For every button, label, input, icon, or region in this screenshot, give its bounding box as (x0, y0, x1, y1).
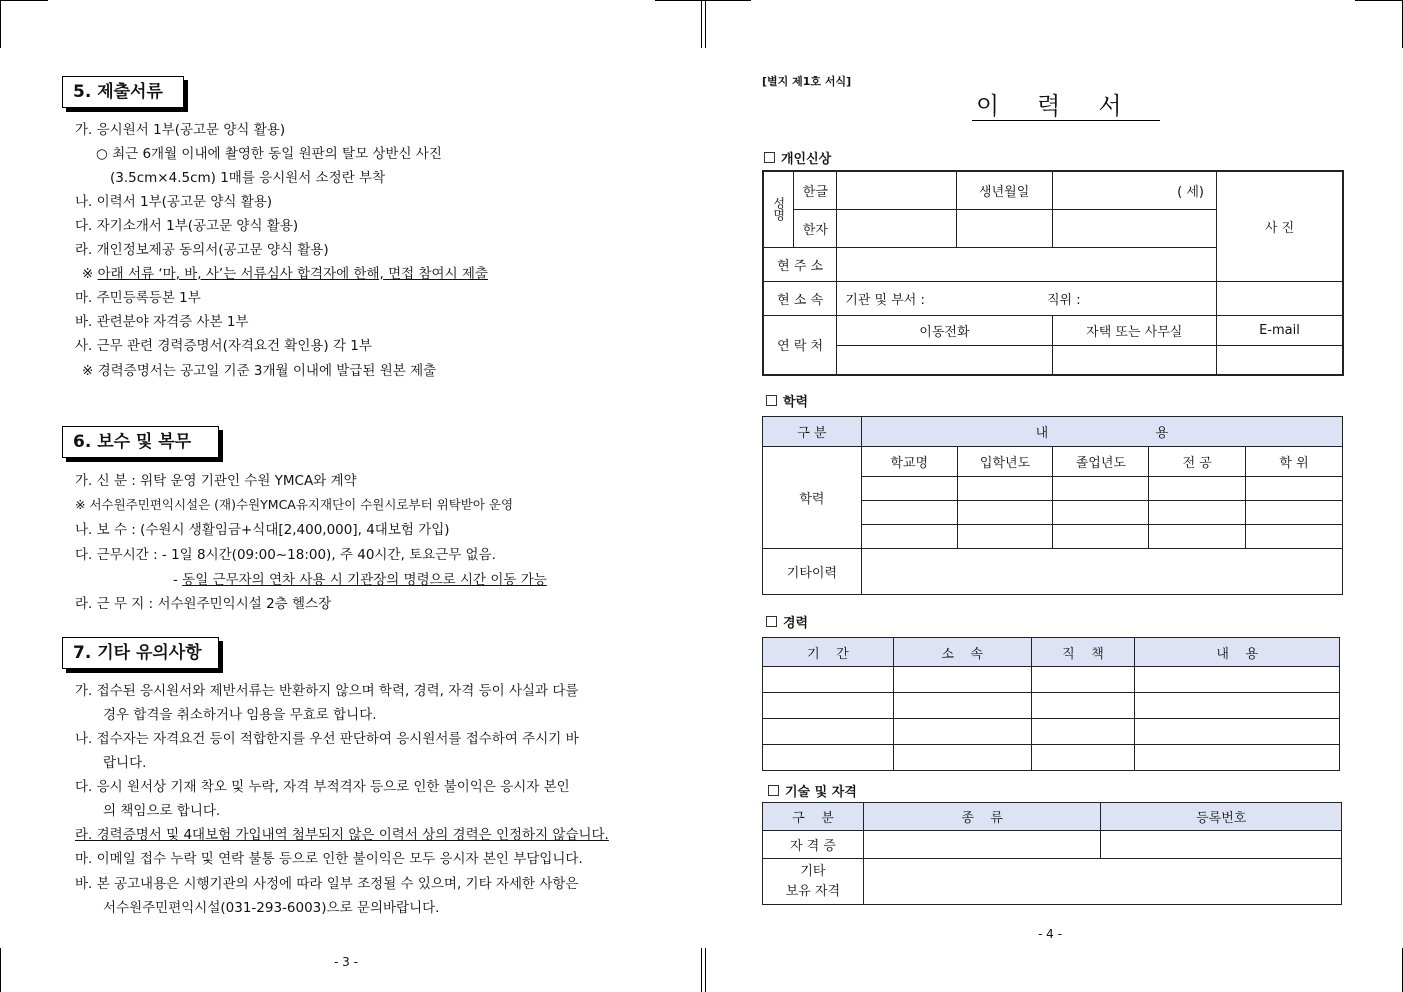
table-cell[interactable] (1135, 667, 1340, 693)
mobile-field[interactable] (837, 345, 1052, 375)
birth-label: 생년월일 (956, 171, 1052, 209)
graduation-year-header: 졸업년도 (1053, 447, 1149, 477)
mobile-label: 이동전화 (837, 315, 1052, 345)
table-cell[interactable] (1246, 477, 1343, 501)
address-label: 현 주 소 (763, 247, 837, 281)
period-header: 기 간 (763, 638, 894, 667)
table-cell[interactable] (861, 501, 957, 525)
text-line: 마. 주민등록등본 1부 (75, 290, 201, 306)
text-line: 바. 본 공고내용은 시행기관의 사정에 따라 일부 조정될 수 있으며, 기타 자세한 사항은 (75, 876, 579, 892)
table-cell[interactable] (861, 525, 957, 549)
table-cell[interactable] (763, 719, 894, 745)
text-line: 가. 응시원서 1부(공고문 양식 활용) (75, 122, 286, 138)
hanja-label: 한자 (794, 209, 837, 247)
text-line: 경우 합격을 취소하거나 임용을 무효로 합니다. (103, 707, 377, 723)
text-line: 가. 접수된 응시원서와 제반서류는 반환하지 않으며 학력, 경력, 자격 등이 사실과 다를 (75, 683, 579, 699)
text-line: 다. 자기소개서 1부(공고문 양식 활용) (75, 218, 299, 234)
form-note: [별지 제1호 서식] (762, 75, 852, 88)
underlined-text: 동일 근무자의 연차 사용 시 기관장의 명령으로 시간 이동 가능 (182, 572, 547, 588)
license-table (762, 802, 1342, 905)
address-field[interactable] (837, 247, 1217, 281)
major-header: 전 공 (1149, 447, 1246, 477)
affiliation-label: 현 소 속 (763, 281, 837, 315)
section-6-heading: 6. 보수 및 복무 (62, 426, 219, 458)
contact-label: 연 락 처 (763, 315, 837, 375)
text-line: 다. 근무시간 : - 1일 8시간(09:00~18:00), 주 40시간, 토요근무 없음. (75, 547, 496, 563)
education-col-division: 구 분 (763, 417, 862, 447)
affiliation-field[interactable] (837, 281, 1217, 315)
text-line (173, 570, 547, 590)
page-number: - 3 - (334, 955, 358, 969)
text-line: 바. 관련분야 자격증 사본 1부 (75, 314, 249, 330)
registration-number-header: 등록번호 (1101, 803, 1342, 831)
notice-text: 아래 서류 ‘마, 바, 사’는 서류심사 합격자에 한해, 면접 참여시 제출 (97, 266, 489, 282)
hangul-label: 한글 (794, 171, 837, 209)
name-label: 성명 (763, 171, 794, 247)
table-cell[interactable] (1031, 719, 1135, 745)
text-line: ※ 경력증명서는 공고일 기준 3개월 이내에 발급된 원본 제출 (82, 363, 437, 379)
table-cell[interactable] (1135, 693, 1340, 719)
checkbox-icon (766, 616, 777, 627)
table-cell[interactable] (1101, 831, 1342, 859)
hangul-field[interactable] (837, 171, 957, 209)
hanja-field[interactable] (837, 209, 957, 247)
description-header: 내 용 (1135, 638, 1340, 667)
notice-line (82, 264, 488, 284)
table-cell[interactable] (1149, 501, 1246, 525)
text-line: 라. 근 무 지 : 서수원주민익시설 2층 헬스장 (75, 596, 332, 612)
table-cell[interactable] (1246, 525, 1343, 549)
text-line: 나. 접수자는 자격요건 등이 적합한지를 우선 판단하여 응시원서를 접수하여 주시기 바 (75, 731, 579, 747)
table-cell[interactable] (957, 477, 1053, 501)
education-table (762, 416, 1343, 595)
table-cell[interactable] (1053, 501, 1149, 525)
page-4 (702, 0, 1403, 992)
page-number: - 4 - (1038, 927, 1062, 941)
table-cell[interactable] (1053, 477, 1149, 501)
empty-cell[interactable] (1217, 281, 1344, 315)
office-label: 자택 또는 사무실 (1052, 315, 1216, 345)
table-cell[interactable] (1031, 667, 1135, 693)
text-line: 라. 개인정보제공 동의서(공고문 양식 활용) (75, 242, 329, 258)
table-cell[interactable] (1031, 693, 1135, 719)
license-heading: 기술 및 자격 (768, 781, 857, 800)
text-line: 라. 경력증명서 및 4대보험 가입내역 첨부되지 않은 이력서 상의 경력은 인정하지 않습니다. (75, 827, 609, 843)
text-line: 다. 응시 원서상 기재 착오 및 누락, 자격 부적격자 등으로 인한 불이익은 응시자 본인 (75, 779, 570, 795)
text-line: 랍니다. (103, 755, 147, 771)
note-mark: ※ (82, 266, 98, 282)
text-line: 사. 근무 관련 경력증명서(자격요건 확인용) 각 1부 (75, 338, 372, 354)
education-row-label: 학력 (763, 447, 862, 549)
empty-cell[interactable] (956, 209, 1052, 247)
certificate-label: 자 격 증 (763, 831, 864, 859)
table-cell[interactable] (1135, 745, 1340, 771)
text-line: 나. 이력서 1부(공고문 양식 활용) (75, 194, 273, 210)
table-cell[interactable] (1135, 719, 1340, 745)
table-cell[interactable] (1246, 501, 1343, 525)
entry-year-header: 입학년도 (957, 447, 1053, 477)
job-title-header: 직 책 (1031, 638, 1135, 667)
office-field[interactable] (1052, 345, 1216, 375)
table-cell[interactable] (957, 525, 1053, 549)
other-history-field[interactable] (861, 549, 1342, 595)
table-cell[interactable] (1149, 525, 1246, 549)
checkbox-icon (766, 395, 777, 406)
table-cell[interactable] (763, 667, 894, 693)
text-line: 가. 신 분 : 위탁 운영 기관인 수원 YMCA와 계약 (75, 473, 357, 489)
text-line: 서수원주민편익시설(031-293-6003)으로 문의바랍니다. (103, 900, 440, 916)
empty-cell[interactable] (1052, 209, 1216, 247)
photo-box: 사 진 (1217, 171, 1344, 281)
table-cell[interactable] (893, 693, 1031, 719)
education-heading: 학력 (766, 391, 808, 410)
table-cell[interactable] (1053, 525, 1149, 549)
table-cell[interactable] (893, 719, 1031, 745)
education-col-content: 내 용 (861, 417, 1342, 447)
degree-header: 학 위 (1246, 447, 1343, 477)
form-title: 이력서 (972, 92, 1160, 121)
table-cell[interactable] (893, 745, 1031, 771)
career-table (762, 637, 1340, 771)
table-cell[interactable] (863, 831, 1101, 859)
table-cell[interactable] (893, 667, 1031, 693)
personal-table (762, 170, 1344, 376)
section-5-heading: 5. 제출서류 (62, 76, 184, 108)
other-qualification-field[interactable] (863, 859, 1341, 905)
dept-label: 기관 및 부서 : (845, 292, 925, 308)
personal-heading: 개인신상 (764, 148, 831, 167)
text-line: ○ 최근 6개월 이내에 촬영한 동일 원판의 탈모 상반신 사진 (96, 146, 442, 162)
text-line: ※ 서수원주민편익시설은 (재)수원YMCA유지재단이 수원시로부터 위탁받아 운영 (75, 497, 514, 512)
organization-header: 소 속 (893, 638, 1031, 667)
page-3 (0, 0, 701, 992)
age-field[interactable]: ( 세) (1052, 171, 1216, 209)
checkbox-icon (764, 152, 775, 163)
school-name-header: 학교명 (861, 447, 957, 477)
email-field[interactable] (1217, 345, 1344, 375)
text-line: 마. 이메일 접수 누락 및 연락 불통 등으로 인한 불이익은 모두 응시자 본인 부담입니다. (75, 851, 583, 867)
checkbox-icon (768, 785, 779, 796)
table-cell[interactable] (763, 745, 894, 771)
text-line: 나. 보 수 : (수원시 생활임금+식대[2,400,000], 4대보험 가입) (75, 522, 450, 538)
table-cell[interactable] (763, 693, 894, 719)
other-qualification-label: 기타 보유 자격 (763, 859, 864, 905)
license-division-header: 구 분 (763, 803, 864, 831)
section-7-heading: 7. 기타 유의사항 (62, 637, 219, 669)
text-line: (3.5cm×4.5cm) 1매를 응시원서 소정란 부착 (110, 170, 386, 186)
table-cell[interactable] (1149, 477, 1246, 501)
table-cell[interactable] (1031, 745, 1135, 771)
license-type-header: 종 류 (863, 803, 1101, 831)
table-cell[interactable] (861, 477, 957, 501)
email-label: E-mail (1217, 315, 1344, 345)
position-label: 직위 : (1047, 292, 1081, 308)
text-line: 의 책임으로 합니다. (103, 803, 221, 819)
dash: - (173, 572, 183, 588)
table-cell[interactable] (957, 501, 1053, 525)
career-heading: 경력 (766, 612, 808, 631)
other-history-label: 기타이력 (763, 549, 862, 595)
